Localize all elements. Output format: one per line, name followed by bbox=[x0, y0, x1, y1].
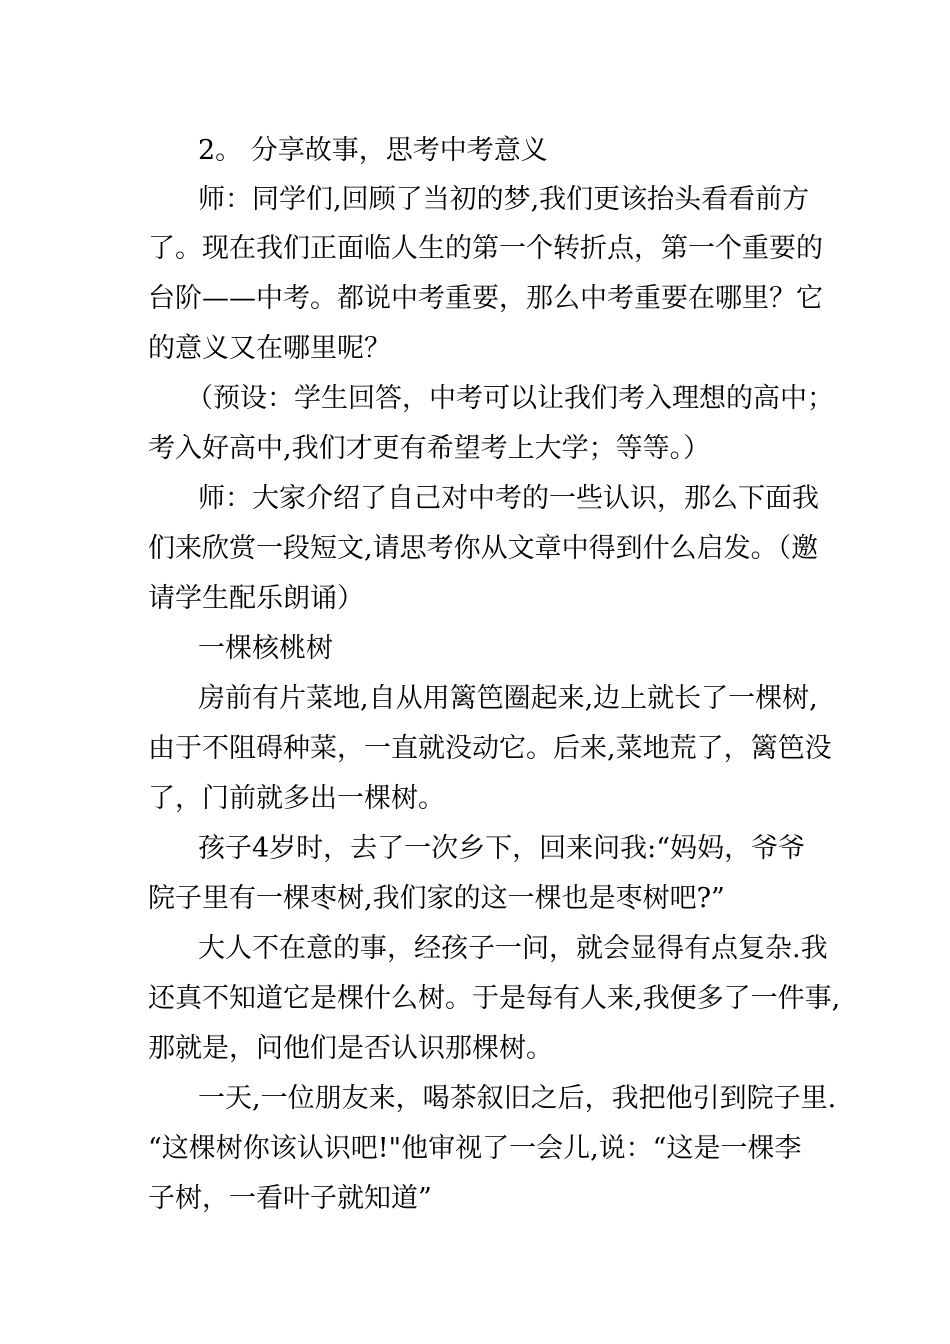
paragraph-line: 还真不知道它是棵什么树。于是每有人来,我便多了一件事, bbox=[148, 983, 841, 1014]
paragraph-line: 大人不在意的事，经孩子一问，就会显得有点复杂.我 bbox=[198, 933, 828, 964]
paragraph-line: 的意义又在哪里呢？ bbox=[148, 333, 391, 364]
paragraph-line: 那就是，问他们是否认识那棵树。 bbox=[148, 1033, 553, 1064]
paragraph-line: 孩子4岁时，去了一次乡下，回来问我:“妈妈，爷爷 bbox=[198, 833, 806, 864]
paragraph-line: 了。现在我们正面临人生的第一个转折点，第一个重要的 bbox=[148, 233, 823, 264]
paragraph-line: 了，门前就多出一棵树。 bbox=[148, 783, 445, 814]
paragraph-line: 考入好高中,我们才更有希望考上大学；等等。） bbox=[148, 433, 711, 464]
paragraph-line: （预设：学生回答，中考可以让我们考入理想的高中； bbox=[186, 383, 834, 414]
story-title: 一棵核桃树 bbox=[198, 633, 333, 664]
section-heading: 2。 分享故事，思考中考意义 bbox=[198, 135, 548, 166]
paragraph-line: “这棵树你该认识吧!"他审视了一会儿,说：“这是一棵李 bbox=[148, 1133, 802, 1164]
paragraph-line: 子树，一看叶子就知道” bbox=[148, 1183, 432, 1214]
paragraph-line: 台阶——中考。都说中考重要，那么中考重要在哪里？它 bbox=[148, 283, 823, 314]
paragraph-line: 一天,一位朋友来，喝茶叙旧之后，我把他引到院子里. bbox=[198, 1083, 837, 1114]
paragraph-line: 师：同学们,回顾了当初的梦,我们更该抬头看看前方 bbox=[198, 184, 810, 215]
paragraph-line: 由于不阻碍种菜，一直就没动它。后来,菜地荒了，篱笆没 bbox=[148, 733, 832, 764]
paragraph-line: 请学生配乐朗诵） bbox=[148, 583, 364, 614]
paragraph-line: 师：大家介绍了自己对中考的一些认识，那么下面我 bbox=[198, 483, 819, 514]
paragraph-line: 们来欣赏一段短文,请思考你从文章中得到什么启发。（邀 bbox=[148, 533, 819, 564]
paragraph-line: 房前有片菜地,自从用篱笆圈起来,边上就长了一棵树, bbox=[198, 683, 818, 714]
paragraph-line: 院子里有一棵枣树,我们家的这一棵也是枣树吧?” bbox=[148, 883, 725, 914]
